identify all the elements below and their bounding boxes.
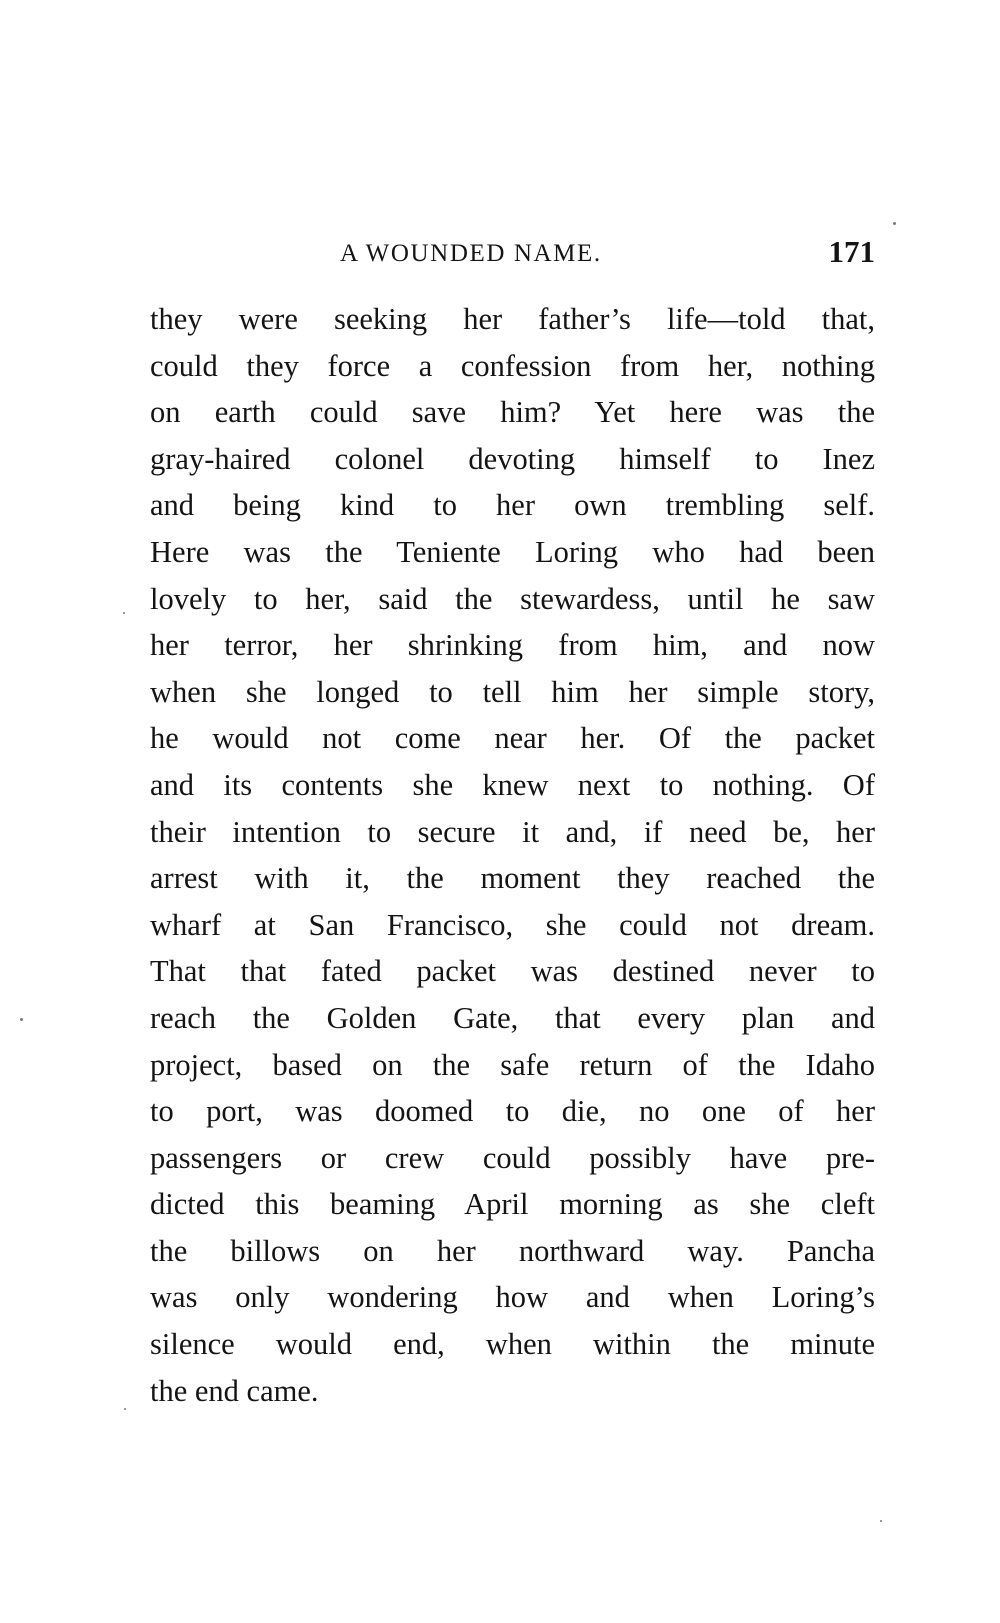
text-line: the end came.	[150, 1373, 319, 1408]
text-line: project, based on the safe return of the Idaho	[150, 1047, 875, 1082]
text-line: That that fated packet was destined never to	[150, 954, 875, 989]
text-line: and being kind to her own trembling self.	[150, 488, 875, 523]
text-line: lovely to her, said the stewardess, until he saw	[150, 581, 875, 616]
text-line: their intention to secure it and, if need be, her	[150, 814, 875, 849]
text-line: was only wondering how and when Loring’s	[150, 1280, 875, 1315]
text-line: the billows on her northward way. Pancha	[150, 1233, 875, 1268]
text-line: wharf at San Francisco, she could not dream.	[150, 907, 875, 942]
text-line: and its contents she knew next to nothing. Of	[150, 767, 875, 802]
text-line: could they force a confession from her, nothing	[150, 348, 875, 383]
text-line: silence would end, when within the minute	[150, 1327, 875, 1362]
text-line: he would not come near her. Of the packet	[150, 721, 875, 756]
text-line: gray-haired colonel devoting himself to Inez	[150, 441, 875, 476]
text-line: dicted this beaming April morning as she cleft	[150, 1187, 875, 1222]
scan-speck	[123, 612, 125, 614]
page-number: 171	[828, 234, 875, 269]
scan-speck	[893, 222, 896, 225]
scan-speck	[20, 1018, 23, 1021]
text-line: reach the Golden Gate, that every plan and	[150, 1000, 875, 1035]
text-line: arrest with it, the moment they reached the	[150, 861, 875, 896]
running-title: A WOUNDED NAME.	[340, 240, 602, 267]
text-line: her terror, her shrinking from him, and now	[150, 628, 875, 663]
text-line: on earth could save him? Yet here was the	[150, 395, 875, 430]
text-line: they were seeking her father’s life—told that,	[150, 302, 875, 336]
text-line: Here was the Teniente Loring who had been	[150, 534, 875, 569]
text-line: passengers or crew could possibly have pre-	[150, 1140, 875, 1175]
running-header	[150, 234, 875, 278]
text-line: to port, was doomed to die, no one of her	[150, 1094, 875, 1129]
text-line: when she longed to tell him her simple story,	[150, 674, 875, 709]
scan-speck	[880, 1520, 882, 1522]
scan-speck	[124, 1408, 126, 1410]
body-text	[150, 296, 875, 1414]
